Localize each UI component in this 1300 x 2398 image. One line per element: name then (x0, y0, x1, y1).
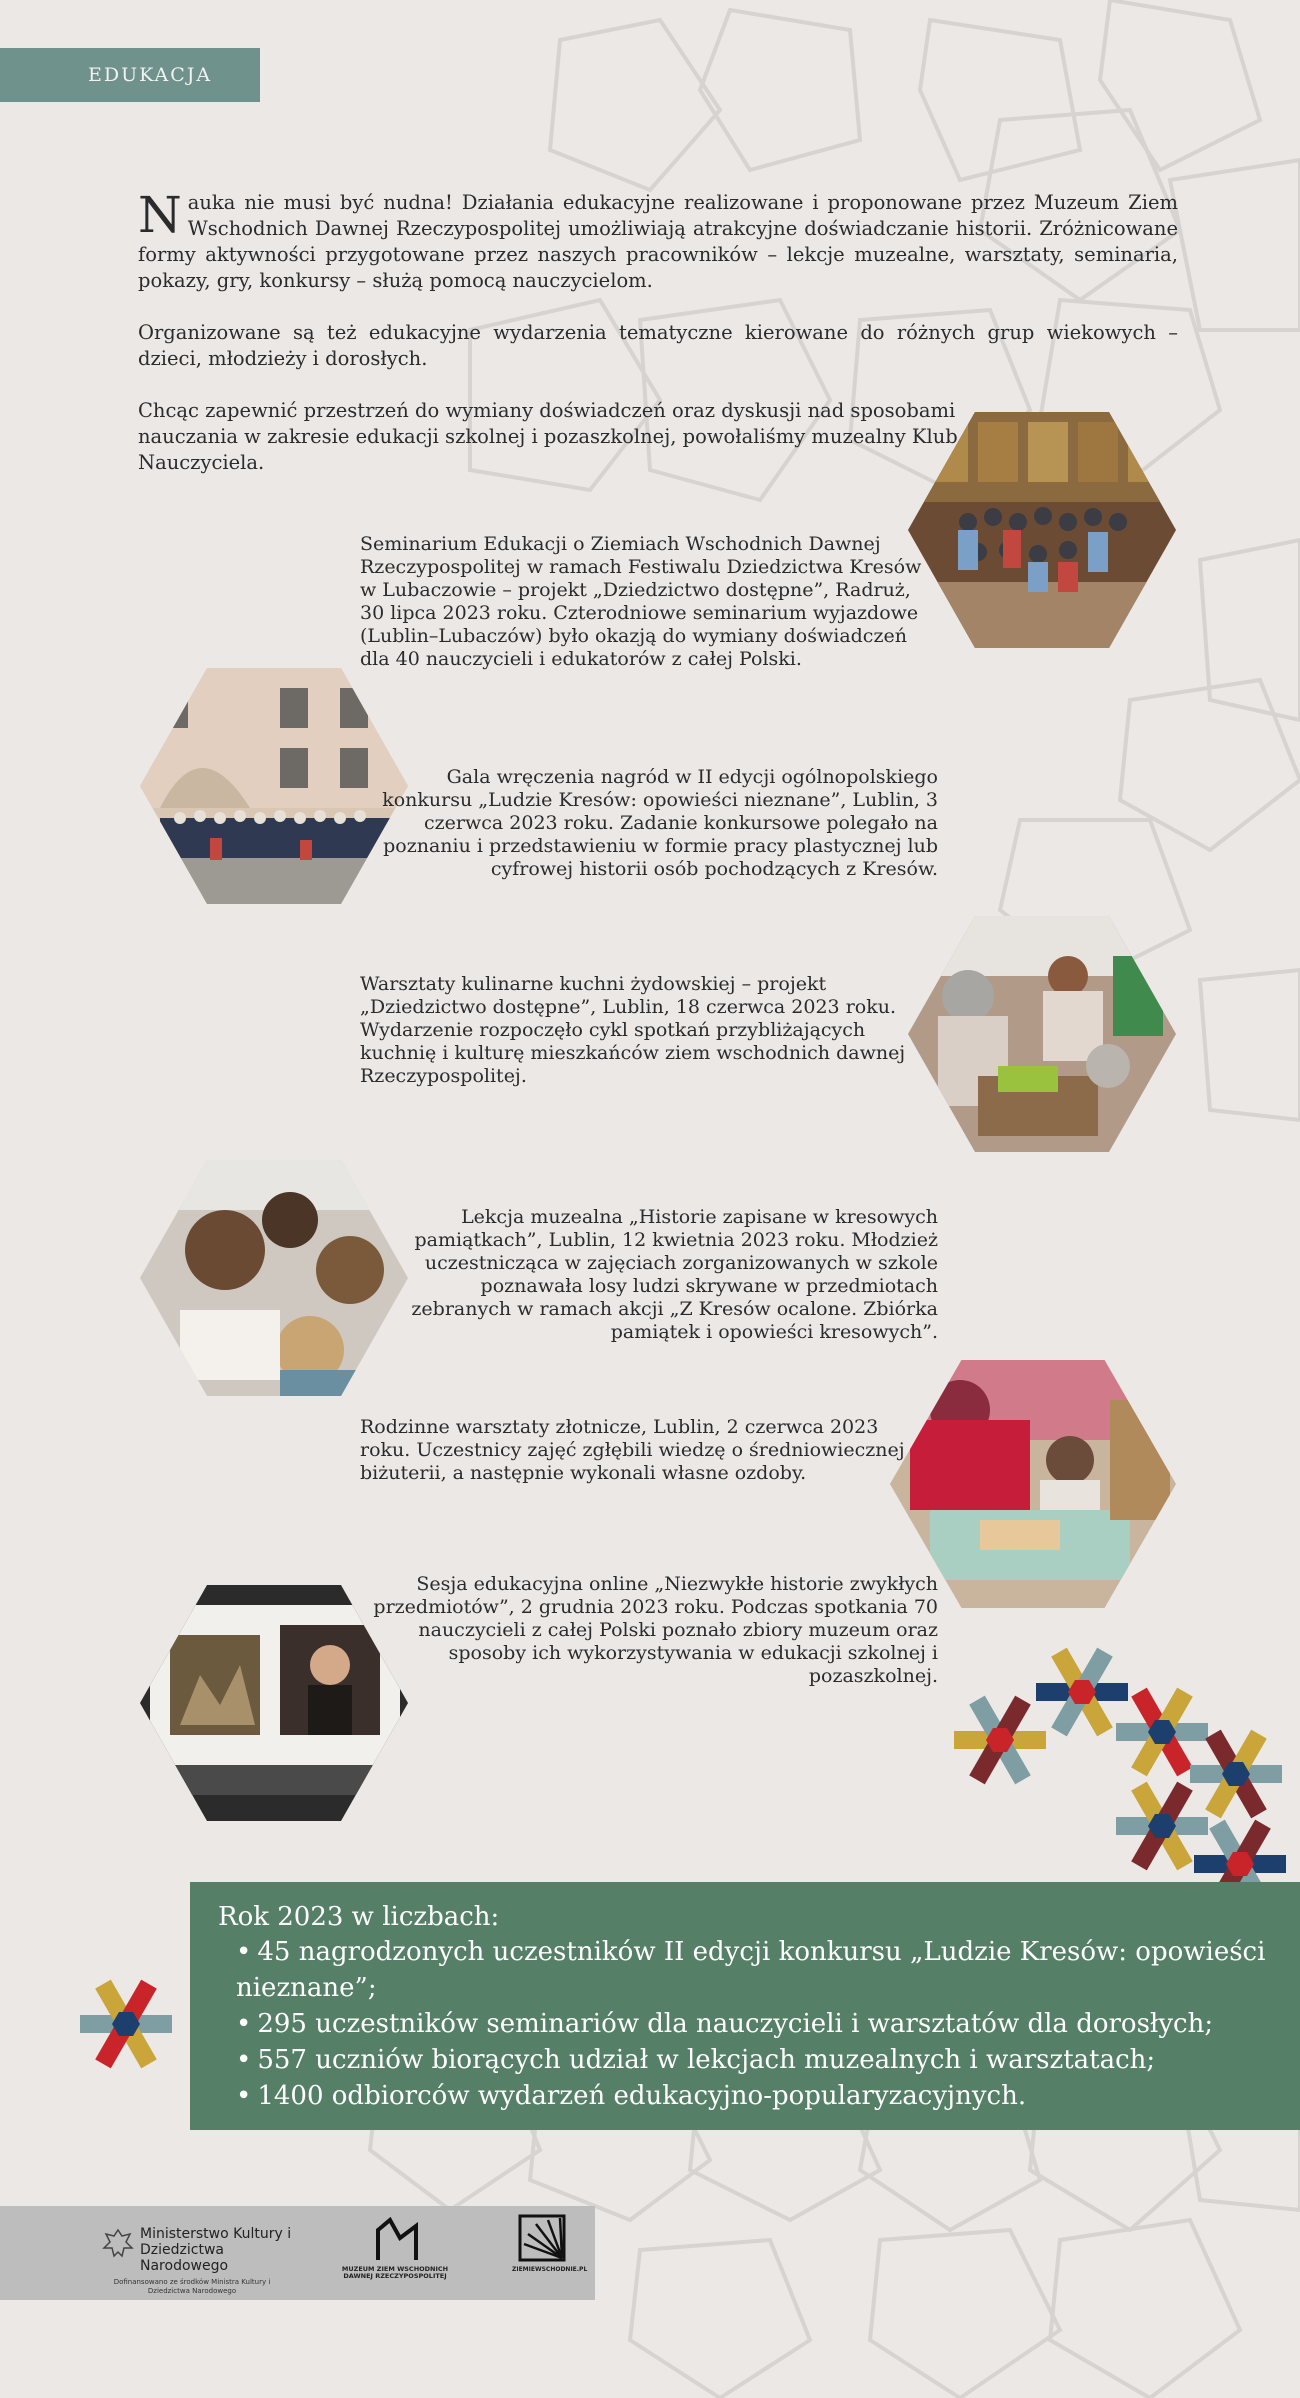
section-tag: EDUKACJA (0, 48, 260, 102)
ziemiewschodnie-logo (512, 2214, 588, 2280)
stats-item: • 45 nagrodzonych uczestników II edycji konkursu „Ludzie Kresów: opowieści nieznane”; (236, 1937, 1266, 2003)
stats-item: • 295 uczestników seminariów dla nauczycieli i warsztatów dla dorosłych; (236, 2009, 1214, 2039)
sunburst-mark-icon (518, 2214, 566, 2262)
museum-logo (340, 2216, 450, 2286)
ornament-cluster-right (950, 1640, 1300, 1882)
stats-list (218, 1934, 1300, 2114)
museum-name: MUZEUM ZIEM WSCHODNICH DAWNEJ RZECZYPOSPOLITEJ (341, 2265, 449, 2280)
event-caption-online: Sesja edukacyjna online „Niezwykłe historie zwykłych przedmiotów”, 2 grudnia 2023 roku. Podczas spotkania 70 nauczycieli z całej Polski poznało zbiory muzeum oraz sposoby ich wykorzystywania w edukacji szkolnej i pozaszkolnej. (373, 1573, 938, 1687)
ornament-star-left (76, 1974, 176, 2074)
drop-cap: N (138, 186, 182, 244)
stats-title: Rok 2023 w liczbach: (218, 1902, 500, 1932)
stats-box (190, 1882, 1300, 2130)
stats-item: • 1400 odbiorców wydarzeń edukacyjno-popularyzacyjnych. (236, 2081, 1027, 2111)
event-caption-lesson: Lekcja muzealna „Historie zapisane w kresowych pamiątkach”, Lublin, 12 kwietnia 2023 roku. Młodzież uczestnicząca w zajęciach zorganizowanych w szkole poznawała losy ludzi skrywane w przedmiotach zebranych w ramach akcji „Z Kresów ocalone. Zbiórka pamiątek i opowieści kresowych”. (411, 1206, 938, 1343)
museum-mark-icon (374, 2216, 420, 2264)
event-caption-gala: Gala wręczenia nagród w II edycji ogólnopolskiego konkursu „Ludzie Kresów: opowieści nieznane”, Lublin, 3 czerwca 2023 roku. Zadanie konkursowe polegało na poznaniu i przedstawieniu w formie pracy plastycznej lub cyfrowej historii osób pochodzących z Kresów. (382, 766, 938, 880)
ministry-funding-note: Dofinansowano ze środków Ministra Kultury i Dziedzictwa Narodowego (113, 2278, 271, 2295)
intro-paragraph-2: Organizowane są też edukacyjne wydarzenia tematyczne kierowane do różnych grup wiekowych – dzieci, młodzieży i dorosłych. (138, 321, 1178, 370)
event-caption-goldsmith: Rodzinne warsztaty złotnicze, Lublin, 2 czerwca 2023 roku. Uczestnicy zajęć zgłębili wiedzę o średniowiecznej biżuterii, a następnie wykonali własne ozdoby. (360, 1416, 905, 1484)
ministry-name: Ministerstwo Kultury i Dziedzictwa Narodowego (140, 2226, 292, 2274)
ziemiewschodnie-name: ZIEMIEWSCHODNIE.PL (512, 2266, 588, 2273)
stats-item: • 557 uczniów biorących udział w lekcjach muzealnych i warsztatach; (236, 2045, 1156, 2075)
event-caption-seminar: Seminarium Edukacji o Ziemiach Wschodnich Dawnej Rzeczypospolitej w ramach Festiwalu Dziedzictwa Kresów w Lubaczowie – projekt „Dziedzictwo dostępne”, Radruż, 30 lipca 2023 roku. Czterodniowe seminarium wyjazdowe (Lublin–Lubaczów) było okazją do wymiany doświadczeń dla 40 nauczycieli i edukatorów z całej Polski. (360, 533, 922, 670)
eagle-emblem-icon (100, 2226, 136, 2262)
event-caption-cooking: Warsztaty kulinarne kuchni żydowskiej – projekt „Dziedzictwo dostępne”, Lublin, 18 czerwca 2023 roku. Wydarzenie rozpoczęło cykl spotkań przybliżających kuchnię i kulturę mieszkańców ziem wschodnich dawnej Rzeczypospolitej. (360, 973, 906, 1087)
intro-paragraph-1: Nauka nie musi być nudna! Działania edukacyjne realizowane i proponowane przez Muzeum Ziem Wschodnich Dawnej Rzeczypospolitej umożliwiają atrakcyjne doświadczanie historii. Zróżnicowane formy aktywności przygotowane przez naszych pracowników – lekcje muzealne, warsztaty, seminaria, pokazy, gry, konkursy – służą pomocą nauczycielom. (138, 186, 1178, 292)
intro-paragraph-3: Chcąc zapewnić przestrzeń do wymiany doświadczeń oraz dyskusji nad sposobami nauczania w zakresie edukacji szkolnej i pozaszkolnej, powołaliśmy muzealny Klub Nauczyciela. (138, 399, 958, 474)
